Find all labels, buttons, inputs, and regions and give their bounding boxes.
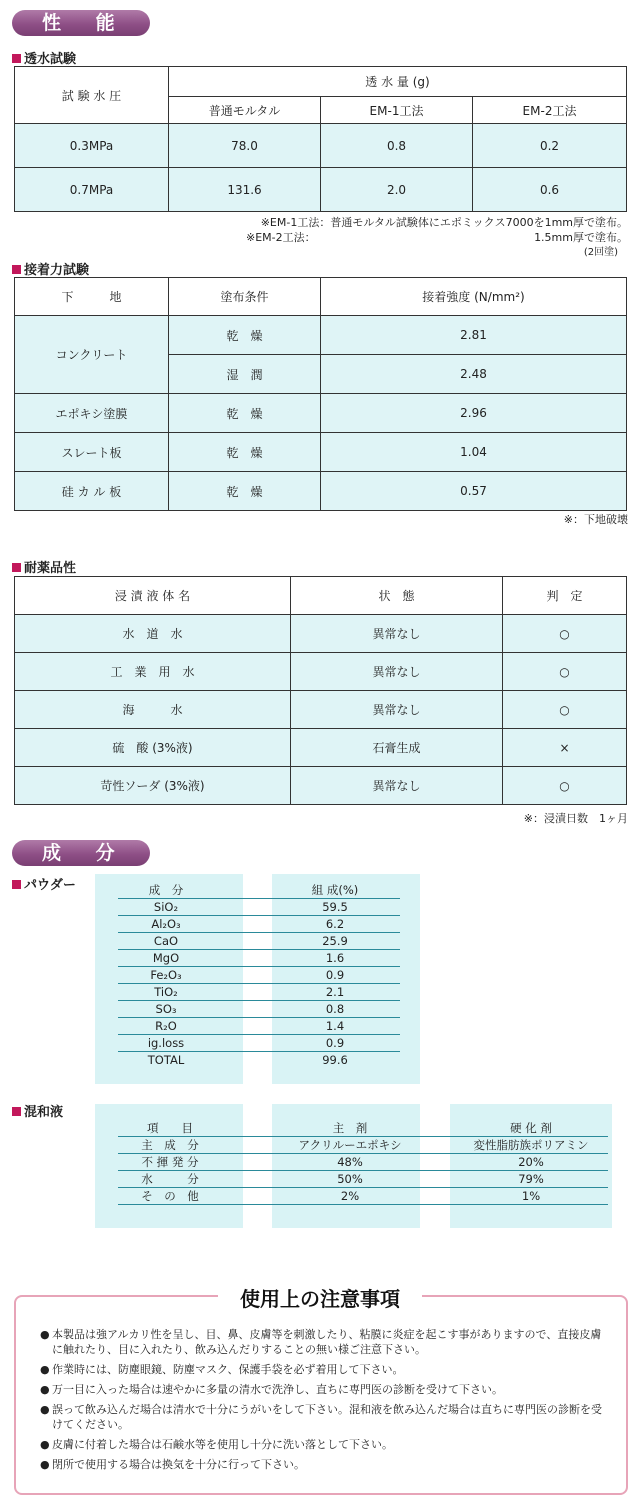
section-marker-icon	[12, 54, 21, 63]
cell-strength: 2.96	[321, 394, 627, 433]
cell-substrate: コンクリート	[15, 316, 169, 394]
section-marker-icon	[12, 1107, 21, 1116]
caution-text: 作業時には、防塵眼鏡、防塵マスク、保護手袋を必ず着用して下さい。	[52, 1363, 404, 1376]
cell-pressure: 0.3MPa	[15, 124, 169, 168]
cell-condition: 乾 燥	[169, 316, 321, 355]
cell-percent: 25.9	[270, 933, 400, 950]
cell-state: 石膏生成	[291, 729, 503, 767]
col-main-agent: 主 剤	[268, 1120, 432, 1137]
caution-text: 本製品は強アルカリ性を呈し、目、鼻、皮膚等を刺激したり、粘膜に炎症を起こす事がありますので、直接皮膚に触れたり、目に入れたり、飲み込んだりすることの無い様ご注意下さい。	[52, 1328, 602, 1356]
table-row	[15, 653, 627, 691]
col-permeability: 透 水 量 (g)	[169, 67, 627, 97]
table-row	[15, 316, 627, 355]
table-row	[118, 1188, 608, 1205]
adhesion-test-section-title	[12, 259, 89, 278]
cell-component: TiO₂	[118, 984, 214, 1001]
table-row	[15, 767, 627, 805]
cell-substrate: エポキシ塗膜	[15, 394, 169, 433]
table-row	[118, 933, 400, 950]
cell-substrate: 硅 カ ル 板	[15, 472, 169, 511]
cell-component: Al₂O₃	[118, 916, 214, 933]
section-marker-icon	[12, 880, 21, 889]
cell-component: SiO₂	[118, 899, 214, 916]
cell-strength: 2.81	[321, 316, 627, 355]
caution-text: 万一目に入った場合は速やかに多量の清水で洗浄し、直ちに専門医の診断を受けて下さい。	[52, 1383, 503, 1396]
list-item	[40, 1327, 606, 1357]
list-item	[40, 1457, 606, 1472]
cell-value: 2.0	[321, 168, 473, 212]
cell-liquid: 水 道 水	[15, 615, 291, 653]
chemical-resistance-table	[14, 576, 627, 805]
cell-state: 異常なし	[291, 615, 503, 653]
table-row	[15, 394, 627, 433]
caution-text: 誤って飲み込んだ場合は清水で十分にうがいをして下さい。混和液を飲み込んだ場合は直ちに専門医の診断を受けてください。	[52, 1403, 602, 1431]
col-test-pressure: 試 験 水 圧	[15, 67, 169, 124]
cell-judgement: ○	[503, 767, 627, 805]
table-row	[15, 729, 627, 767]
caution-text: 皮膚に付着した場合は石鹸水等を使用し十分に洗い落として下さい。	[52, 1438, 393, 1451]
cell-component: CaO	[118, 933, 214, 950]
bullet-icon: ●	[40, 1328, 50, 1341]
cell-percent: 0.8	[270, 1001, 400, 1018]
cell-percent: 0.9	[270, 967, 400, 984]
col-judgement: 判 定	[503, 577, 627, 615]
cell-percent: 2.1	[270, 984, 400, 1001]
table-row	[118, 950, 400, 967]
cell-percent: 1.6	[270, 950, 400, 967]
cell-total: TOTAL	[147, 1053, 185, 1067]
cell-main: 2%	[268, 1188, 432, 1205]
cell-hardener: 1%	[454, 1188, 608, 1205]
table-row	[118, 1171, 608, 1188]
bullet-icon: ●	[40, 1383, 50, 1396]
cell-main: 50%	[268, 1171, 432, 1188]
cell-liquid: 苛性ソーダ (3%液)	[15, 767, 291, 805]
col-immersion-liquid: 浸 漬 液 体 名	[15, 577, 291, 615]
col-condition: 塗布条件	[169, 278, 321, 316]
powder-label: パウダー	[24, 878, 76, 893]
adhesion-note: ※：下地破壊	[563, 513, 628, 526]
cell-judgement: ○	[503, 653, 627, 691]
col-plain-mortar: 普通モルタル	[169, 97, 321, 124]
table-row	[118, 1035, 400, 1052]
table-row	[15, 168, 627, 212]
table-row	[15, 615, 627, 653]
cell-pressure: 0.7MPa	[15, 168, 169, 212]
caution-box	[14, 1295, 628, 1495]
list-item	[40, 1437, 606, 1452]
bullet-icon: ●	[40, 1363, 50, 1376]
water-permeability-table	[14, 66, 627, 212]
list-item	[40, 1402, 606, 1432]
chemical-note: ※：浸漬日数 1ヶ月	[523, 812, 628, 825]
cell-item: 不 揮 発 分	[118, 1154, 222, 1171]
cell-item: 水 分	[118, 1171, 222, 1188]
cell-state: 異常なし	[291, 653, 503, 691]
cell-condition: 乾 燥	[169, 472, 321, 511]
cell-strength: 2.48	[321, 355, 627, 394]
cell-state: 異常なし	[291, 691, 503, 729]
cell-item: そ の 他	[118, 1188, 222, 1205]
powder-section-title	[12, 874, 76, 893]
col-em1: EM-1工法	[321, 97, 473, 124]
caution-title: 使用上の注意事項	[218, 1283, 422, 1312]
water-note-2-sub: (2回塗)	[583, 247, 618, 258]
cell-total-percent: 99.6	[322, 1053, 348, 1067]
cell-strength: 1.04	[321, 433, 627, 472]
cell-main: アクリルーエポキシ	[268, 1137, 432, 1154]
composition-heading: 成 分	[12, 840, 150, 866]
cell-component: MgO	[118, 950, 214, 967]
cell-percent: 6.2	[270, 916, 400, 933]
list-item	[40, 1362, 606, 1377]
cell-liquid: 硫 酸 (3%液)	[15, 729, 291, 767]
cell-component: Fe₂O₃	[118, 967, 214, 984]
section-marker-icon	[12, 563, 21, 572]
col-hardener: 硬 化 剤	[454, 1120, 608, 1137]
col-component: 成 分	[118, 882, 214, 899]
col-em2: EM-2工法	[473, 97, 627, 124]
cell-condition: 乾 燥	[169, 433, 321, 472]
cell-state: 異常なし	[291, 767, 503, 805]
water-test-label: 透水試験	[24, 52, 77, 67]
performance-heading: 性 能	[12, 10, 150, 36]
table-row	[15, 691, 627, 729]
col-item: 項 目	[118, 1120, 222, 1137]
table-row	[118, 899, 400, 916]
liquid-composition-table	[118, 1120, 608, 1205]
col-state: 状 態	[291, 577, 503, 615]
chemical-resistance-section-title	[12, 557, 76, 576]
caution-list	[16, 1297, 626, 1472]
cell-main: 48%	[268, 1154, 432, 1171]
table-row	[15, 433, 627, 472]
table-row	[118, 984, 400, 1001]
cell-component: R₂O	[118, 1018, 214, 1035]
cell-condition: 湿 潤	[169, 355, 321, 394]
table-row	[15, 472, 627, 511]
cell-substrate: スレート板	[15, 433, 169, 472]
cell-judgement: ×	[503, 729, 627, 767]
cell-judgement: ○	[503, 691, 627, 729]
cell-percent: 59.5	[270, 899, 400, 916]
liquid-label: 混和液	[24, 1105, 64, 1120]
cell-value: 0.6	[473, 168, 627, 212]
cell-liquid: 海 水	[15, 691, 291, 729]
cell-item: 主 成 分	[118, 1137, 222, 1154]
bullet-icon: ●	[40, 1458, 50, 1471]
table-row	[15, 124, 627, 168]
table-row	[118, 967, 400, 984]
cell-value: 78.0	[169, 124, 321, 168]
liquid-section-title	[12, 1101, 63, 1120]
cell-strength: 0.57	[321, 472, 627, 511]
cell-percent: 1.4	[270, 1018, 400, 1035]
col-substrate: 下 地	[15, 278, 169, 316]
col-composition: 組 成(%)	[270, 882, 400, 899]
table-row	[118, 916, 400, 933]
cell-hardener: 79%	[454, 1171, 608, 1188]
powder-composition-table	[118, 882, 400, 1068]
cell-percent: 0.9	[270, 1035, 400, 1052]
water-note-1: ※EM-1工法：普通モルタル試験体にエポミックス7000を1mm厚で塗布。	[260, 216, 628, 229]
col-strength: 接着強度 (N/mm²)	[321, 278, 627, 316]
cell-hardener: 20%	[454, 1154, 608, 1171]
caution-text: 閉所で使用する場合は換気を十分に行って下さい。	[52, 1458, 305, 1471]
bullet-icon: ●	[40, 1403, 50, 1416]
cell-component: SO₃	[118, 1001, 214, 1018]
cell-condition: 乾 燥	[169, 394, 321, 433]
water-note-2-label: ※EM-2工法：	[246, 231, 316, 244]
cell-liquid: 工 業 用 水	[15, 653, 291, 691]
bullet-icon: ●	[40, 1438, 50, 1451]
cell-component: ig.loss	[118, 1035, 214, 1052]
table-row	[118, 1001, 400, 1018]
water-test-section-title	[12, 48, 76, 67]
cell-judgement: ○	[503, 615, 627, 653]
cell-value: 131.6	[169, 168, 321, 212]
adhesion-table	[14, 277, 627, 511]
cell-value: 0.8	[321, 124, 473, 168]
adhesion-test-label: 接着力試験	[24, 263, 90, 278]
section-marker-icon	[12, 265, 21, 274]
table-row	[118, 1052, 400, 1069]
chemical-resistance-label: 耐薬品性	[24, 561, 77, 576]
table-row	[118, 1137, 608, 1154]
water-note-2: 1.5mm厚で塗布。	[534, 231, 628, 244]
table-row	[118, 1154, 608, 1171]
cell-hardener: 変性脂肪族ポリアミン	[454, 1137, 608, 1154]
cell-value: 0.2	[473, 124, 627, 168]
list-item	[40, 1382, 606, 1397]
table-row	[118, 1018, 400, 1035]
